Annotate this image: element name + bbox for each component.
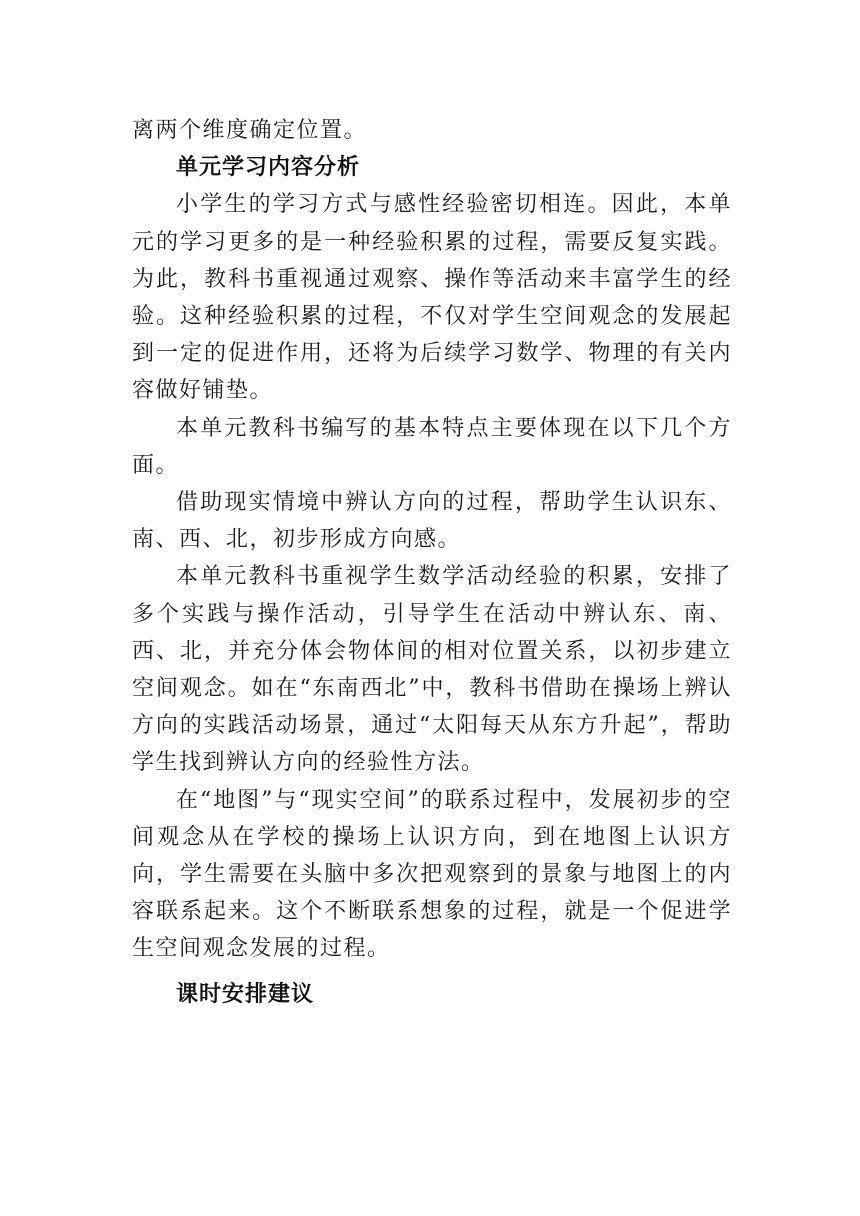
paragraph-features-intro: 本单元教科书编写的基本特点主要体现在以下几个方面。 bbox=[132, 415, 732, 478]
section-heading-schedule: 课时安排建议 bbox=[176, 981, 315, 1007]
section-heading-analysis: 单元学习内容分析 bbox=[176, 155, 361, 181]
paragraph-activity-experience: 本单元教科书重视学生数学活动经验的积累，安排了多个实践与操作活动，引导学生在活动中辨认东、南、西、北，并充分体会物体间的相对位置关系，以初步建立空间观念。如在“东南西北”中，教科书借助在操场上辨认方向的实践活动场景，通过“太阳每天从东方升起”，帮助学生找到辨认方向的经验性方法。 bbox=[132, 564, 732, 776]
paragraph-learning-style: 小学生的学习方式与感性经验密切相连。因此，本单元的学习更多的是一种经验积累的过程，需要反复实践。为此，教科书重视通过观察、操作等活动来丰富学生的经验。这种经验积累的过程，不仅对学生空间观念的发展起到一定的促进作用，还将为后续学习数学、物理的有关内容做好铺垫。 bbox=[132, 192, 732, 404]
document-body bbox=[132, 112, 732, 1013]
paragraph-map-space: 在“地图”与“现实空间”的联系过程中，发展初步的空间观念从在学校的操场上认识方向，到在地图上认识方向，学生需要在头脑中多次把观察到的景象与地图上的内容联系起来。这个不断联系想象的过程，就是一个促进学生空间观念发展的过程。 bbox=[132, 787, 732, 962]
intro-tail-paragraph: 离两个维度确定位置。 bbox=[132, 118, 368, 143]
paragraph-direction-sense: 借助现实情境中辨认方向的过程，帮助学生认识东、南、西、北，初步形成方向感。 bbox=[132, 490, 732, 553]
